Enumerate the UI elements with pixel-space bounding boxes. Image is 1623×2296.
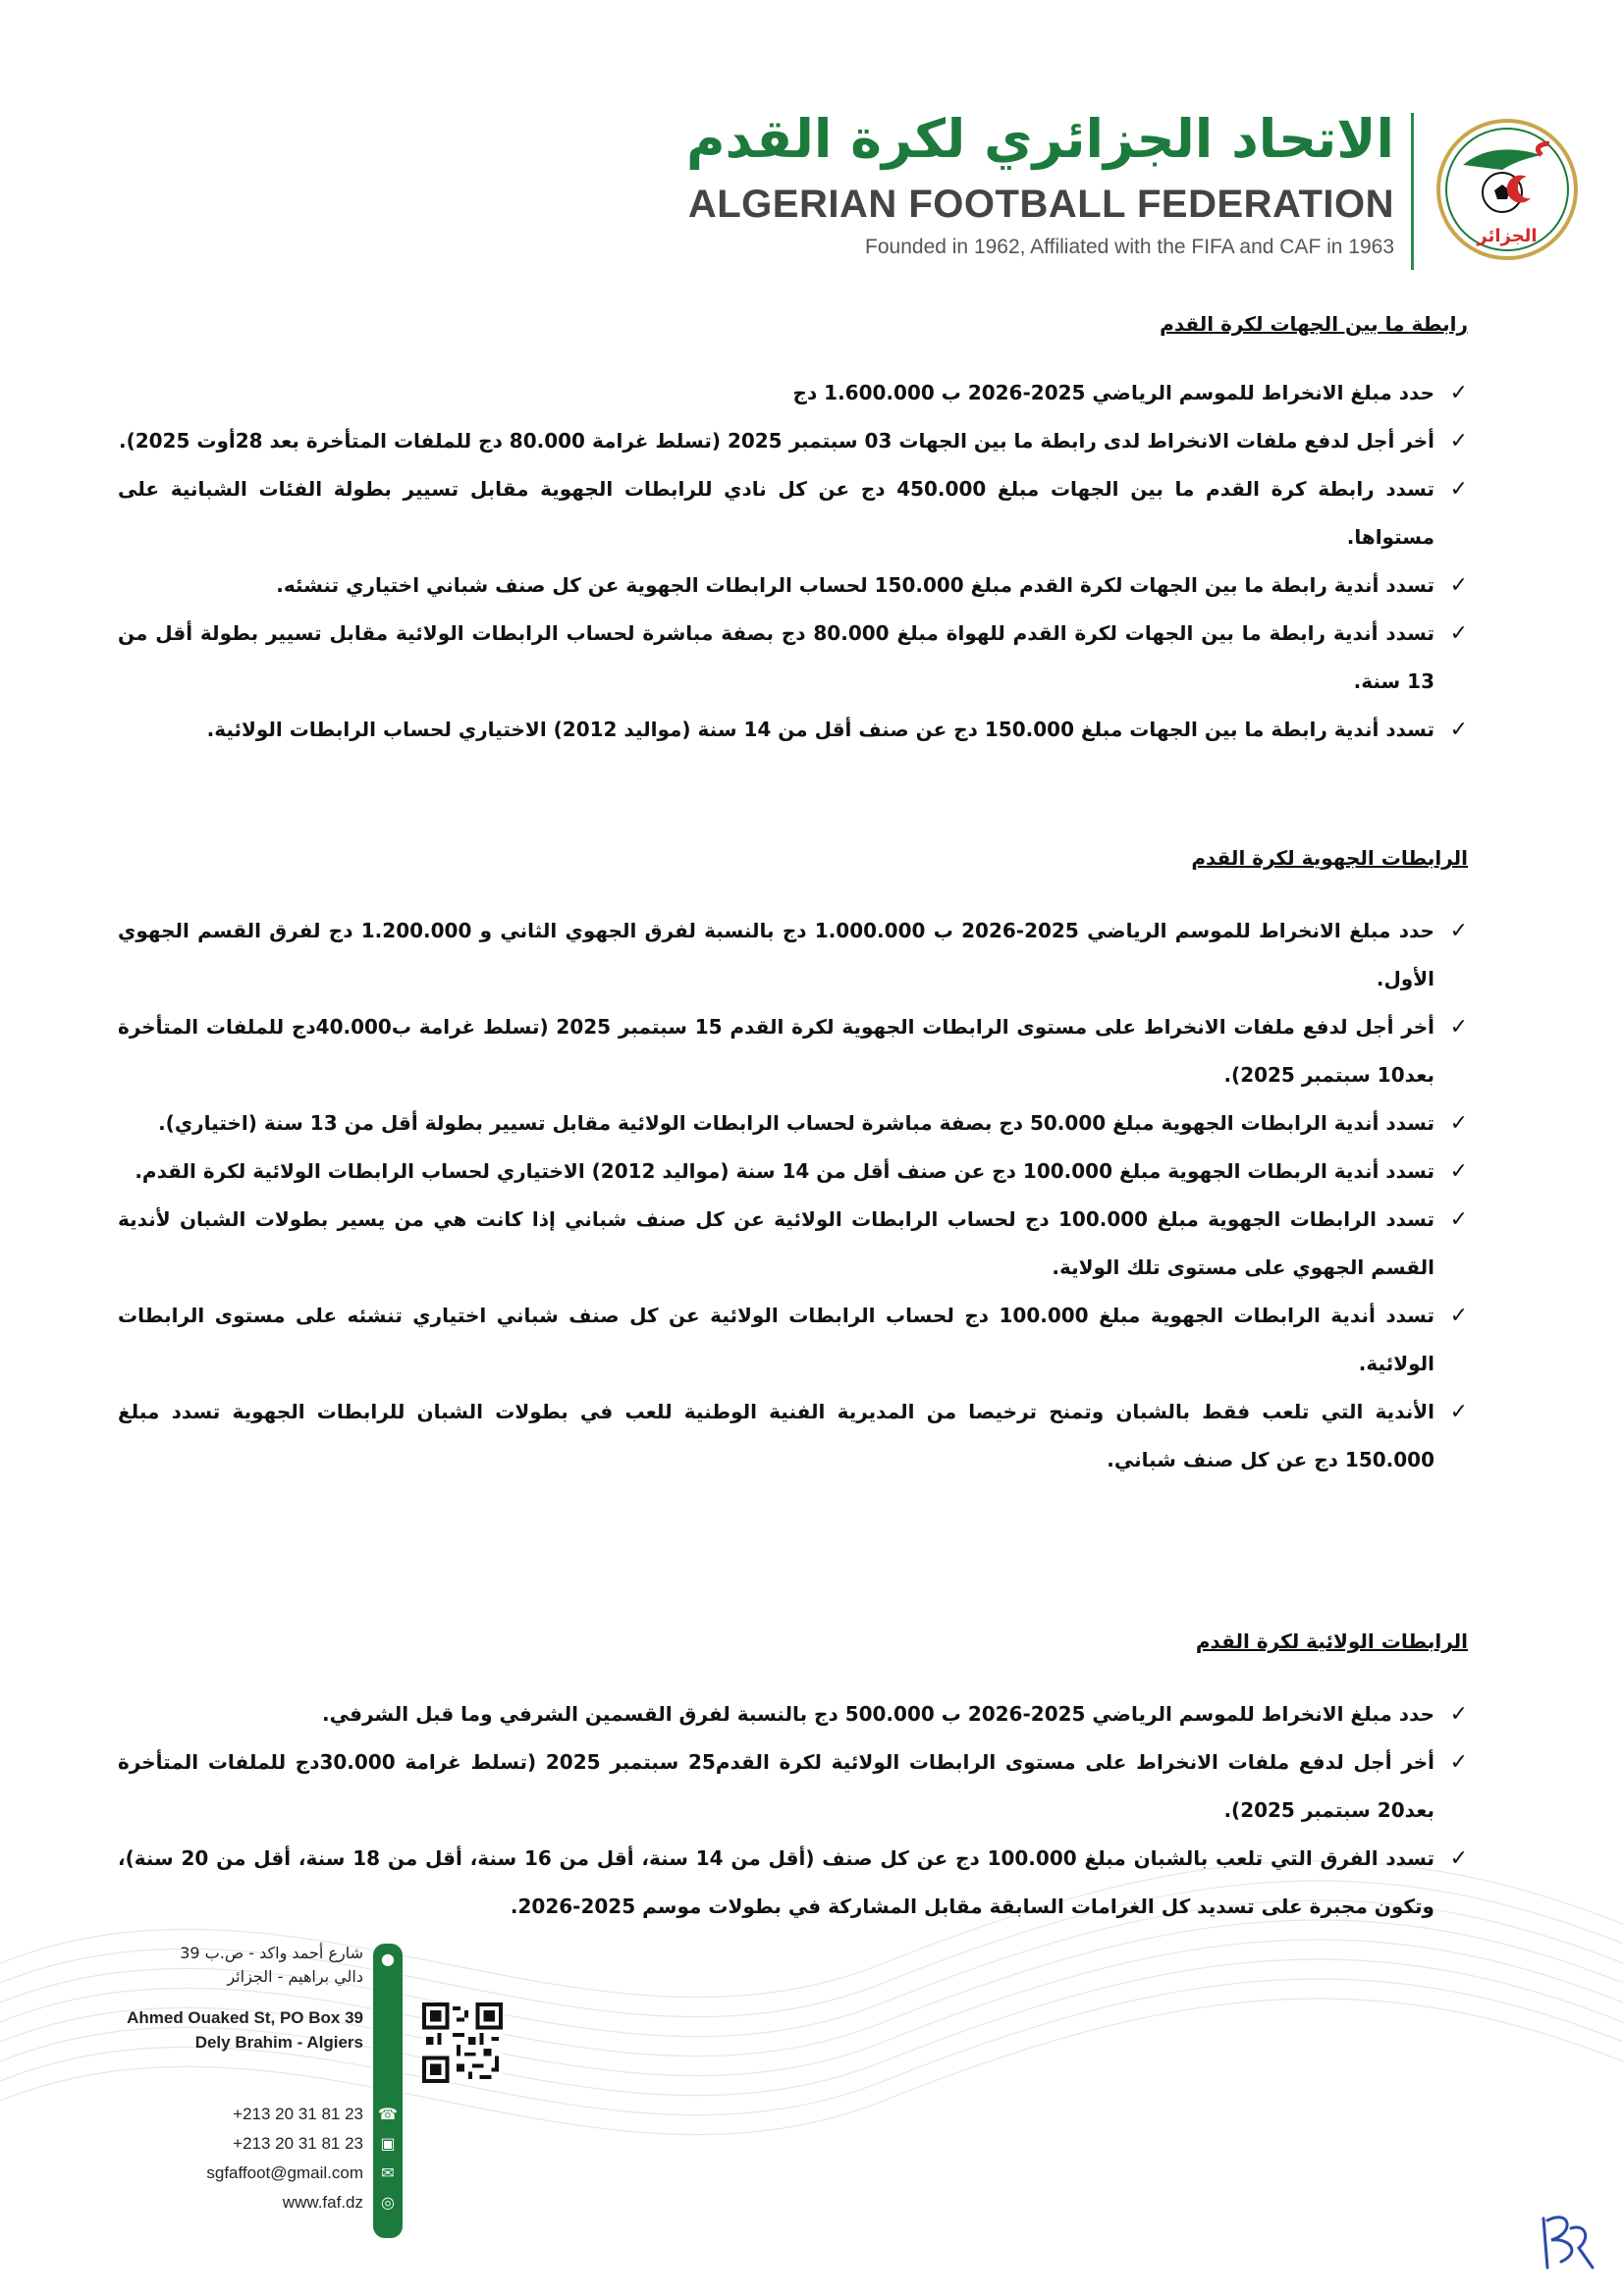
list-item: ✓ أخر أجل لدفع ملفات الانخراط على مستوى الرابطات الولائية لكرة القدم25 سبتمبر 2025 (تسلط غرامة 30.000دج للملفات المتأخرة بعد20 سبتمبر 2025). (118, 1738, 1468, 1835)
checkmark-icon: ✓ (1449, 919, 1468, 943)
location-pin-icon: ● (381, 1949, 395, 1968)
checkmark-icon: ✓ (1449, 573, 1468, 598)
checkmark-icon: ✓ (1449, 429, 1468, 454)
list-item: ✓ حدد مبلغ الانخراط للموسم الرياضي 2025-2026 ب 500.000 دج بالنسبة لفرق القسمين الشرفي وما قبل الشرفي. (118, 1690, 1468, 1738)
handwritten-signature (1532, 2199, 1610, 2277)
item-list (118, 907, 1468, 1484)
section-title: رابطة ما بين الجهات لكرة القدم (1160, 312, 1468, 336)
checkmark-icon: ✓ (1449, 1750, 1468, 1775)
contact-footer (79, 1944, 471, 2238)
list-item: ✓ تسدد أندية رابطة ما بين الجهات لكرة القدم مبلغ 150.000 لحساب الرابطات الجهوية عن كل صنف شباني اختياري تنشئه. (118, 561, 1468, 610)
website-link[interactable]: www.faf.dz (282, 2193, 363, 2212)
section-wilaya (118, 1629, 1468, 1931)
item-list (118, 369, 1468, 754)
list-item: ✓ أخر أجل لدفع ملفات الانخراط على مستوى الرابطات الجهوية لكرة القدم 15 سبتمبر 2025 (تسلط غرامة ب40.000دج للملفات المتأخرة بعد10 سبتمبر 2025). (118, 1003, 1468, 1099)
list-item: ✓ تسدد أندية الرابطات الجهوية مبلغ 100.000 دج لحساب الرابطات الولائية عن كل صنف شباني اختياري تنشئه على مستوى الرابطات الولائية. (118, 1292, 1468, 1388)
email-address[interactable]: sgfaffoot@gmail.com (206, 2163, 363, 2182)
address-arabic-line1: شارع أحمد واكد - ص.ب 39 (180, 1944, 363, 1962)
item-list (118, 1690, 1468, 1931)
address-arabic-line2: دالي براهيم - الجزائر (227, 1967, 363, 1986)
checkmark-icon: ✓ (1449, 718, 1468, 742)
brand-name-english: ALGERIAN FOOTBALL FEDERATION (687, 183, 1394, 226)
faf-logo-icon (1434, 116, 1581, 263)
list-item: ✓ تسدد أندية رابطة ما بين الجهات لكرة القدم للهواة مبلغ 80.000 دج بصفة مباشرة لحساب الرابطات الولائية مقابل تسيير بطولة أقل من 13 سنة. (118, 610, 1468, 706)
list-item: ✓ تسدد أندية الرابطات الجهوية مبلغ 50.000 دج بصفة مباشرة لحساب الرابطات الولائية مقابل تسيير بطولة أقل من 13 سنة (اختياري). (118, 1099, 1468, 1148)
globe-icon: ◎ (381, 2193, 395, 2212)
checkmark-icon: ✓ (1449, 477, 1468, 502)
fax-number: +213 20 31 81 23 (233, 2134, 363, 2153)
qr-code-icon (422, 2002, 503, 2083)
checkmark-icon: ✓ (1449, 1400, 1468, 1424)
checkmark-icon: ✓ (1449, 381, 1468, 405)
phone-number: +213 20 31 81 23 (233, 2105, 363, 2123)
section-title: الرابطات الجهوية لكرة القدم (1191, 846, 1468, 870)
address-english-line2: Dely Brahim - Algiers (194, 2033, 363, 2052)
list-item: ✓ تسدد أندية رابطة ما بين الجهات مبلغ 150.000 دج عن صنف أقل من 14 سنة (مواليد 2012) الاختياري لحساب الرابطات الولائية. (118, 706, 1468, 754)
list-item: ✓ تسدد رابطة كرة القدم ما بين الجهات مبلغ 450.000 دج عن كل نادي للرابطات الجهوية مقابل تسيير بطولة الفئات الشبانية على مستواها. (118, 465, 1468, 561)
checkmark-icon: ✓ (1449, 1015, 1468, 1040)
address-english-line1: Ahmed Ouaked St, PO Box 39 (127, 2008, 363, 2027)
checkmark-icon: ✓ (1449, 1702, 1468, 1727)
phone-icon: ☎ (378, 2105, 398, 2123)
list-item: ✓ تسدد الرابطات الجهوية مبلغ 100.000 دج لحساب الرابطات الولائية عن كل صنف شباني إذا كانت هي من يسير بطولات الشبان لأندية القسم الجهوي على مستوى تلك الولاية. (118, 1196, 1468, 1292)
brand-subtitle: Founded in 1962, Affiliated with the FIFA and CAF in 1963 (865, 236, 1394, 258)
list-item: ✓ أخر أجل لدفع ملفات الانخراط لدى رابطة ما بين الجهات 03 سبتمبر 2025 (تسلط غرامة 80.000 دج للملفات المتأخرة بعد 28أوت 2025). (118, 417, 1468, 465)
brand-name-arabic: الاتحاد الجزائري لكرة القدم (685, 108, 1394, 170)
section-interregional (118, 312, 1468, 754)
checkmark-icon: ✓ (1449, 1111, 1468, 1136)
checkmark-icon: ✓ (1449, 1846, 1468, 1871)
checkmark-icon: ✓ (1449, 1159, 1468, 1184)
letterhead (685, 108, 1581, 275)
checkmark-icon: ✓ (1449, 1207, 1468, 1232)
list-item: ✓ تسدد الفرق التي تلعب بالشبان مبلغ 100.000 دج عن كل صنف (أقل من 14 سنة، أقل من 16 سنة، أقل من 18 سنة، أقل من 20 سنة)، وتكون مجبرة على تسديد كل الغرامات السابقة مقابل المشاركة في بطولات موسم 2025-2026. (118, 1835, 1468, 1931)
list-item: ✓ حدد مبلغ الانخراط للموسم الرياضي 2025-2026 ب 1.600.000 دج (118, 369, 1468, 417)
list-item: ✓ تسدد أندية الربطات الجهوية مبلغ 100.000 دج عن صنف أقل من 14 سنة (مواليد 2012) الاختياري لحساب الرابطات الولائية لكرة القدم. (118, 1148, 1468, 1196)
list-item: ✓ الأندية التي تلعب فقط بالشبان وتمنح ترخيصا من المديرية الفنية الوطنية للعب في بطولات الشبان للرابطات الجهوية تسدد مبلغ 150.000 دج عن كل صنف شباني. (118, 1388, 1468, 1484)
section-regional (118, 846, 1468, 1484)
emblem-label: الجزائر (1477, 226, 1538, 246)
section-title: الرابطات الولائية لكرة القدم (1195, 1629, 1468, 1653)
checkmark-icon: ✓ (1449, 1304, 1468, 1328)
email-icon: ✉ (381, 2163, 395, 2182)
checkmark-icon: ✓ (1449, 621, 1468, 646)
fax-icon: ▣ (380, 2134, 396, 2153)
list-item: ✓ حدد مبلغ الانخراط للموسم الرياضي 2025-2026 ب 1.000.000 دج بالنسبة لفرق الجهوي الثاني و 1.200.000 دج لفرق القسم الجهوي الأول. (118, 907, 1468, 1003)
header-divider (1411, 113, 1414, 270)
